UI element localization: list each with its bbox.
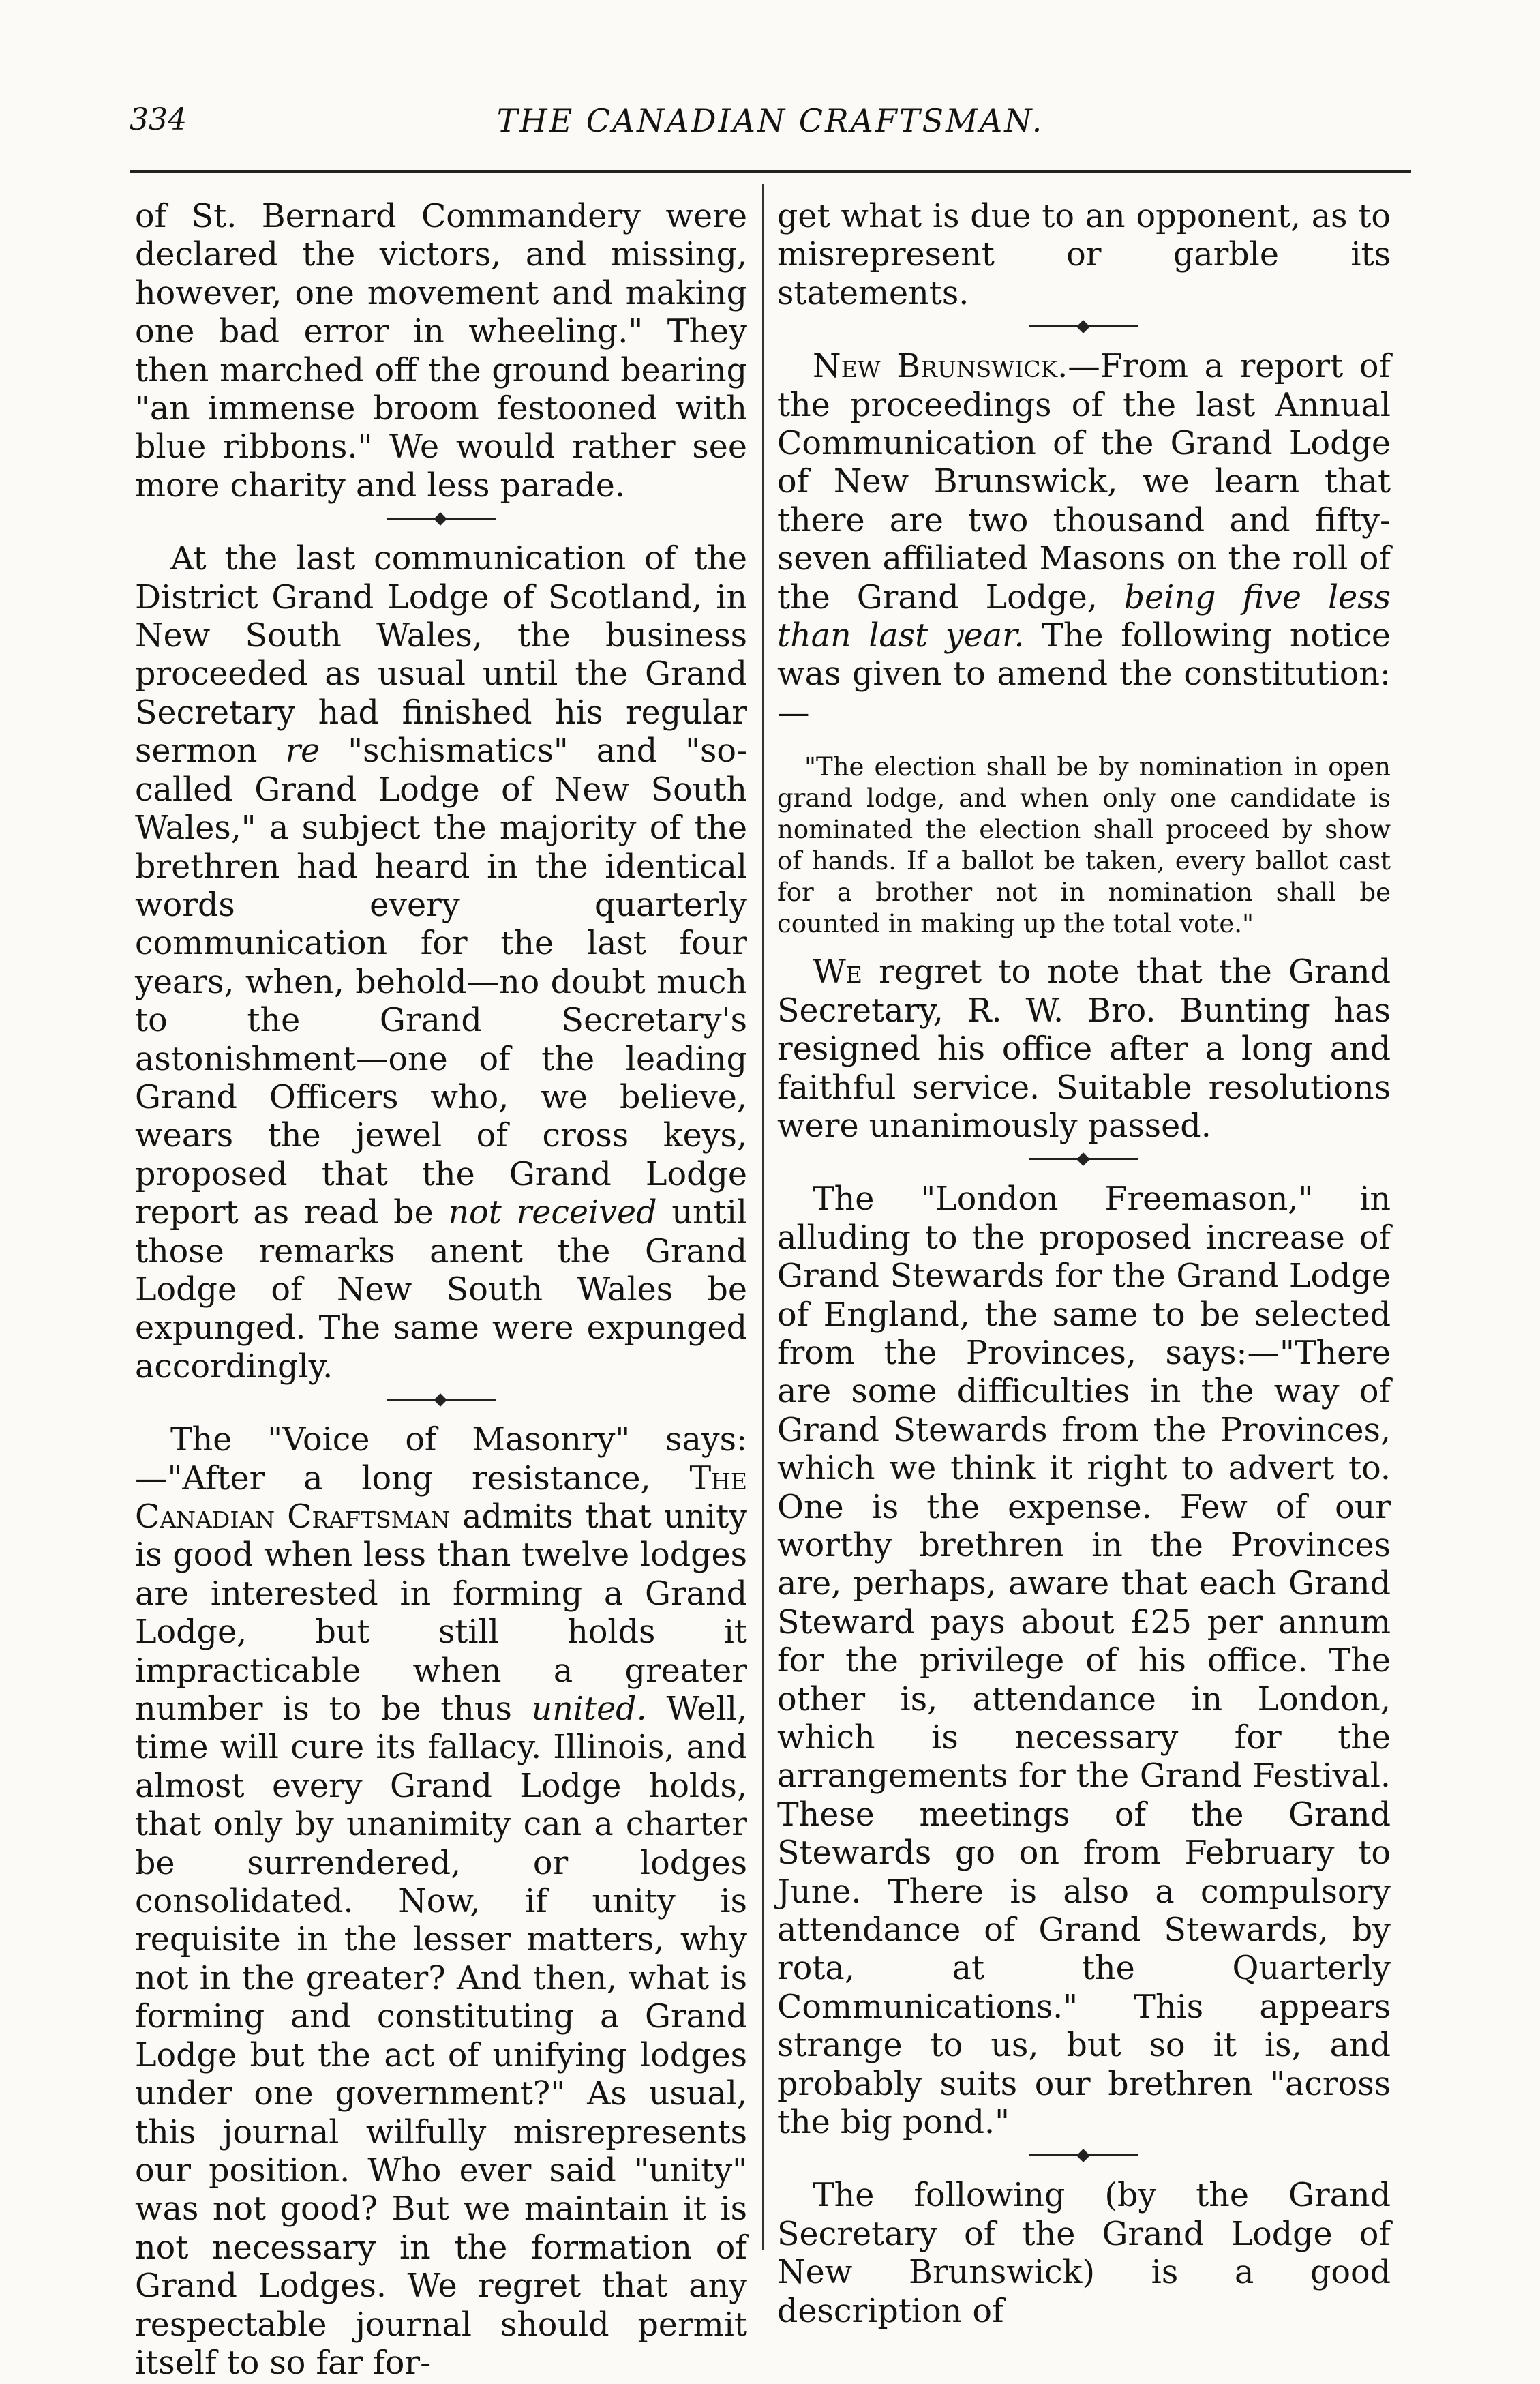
- block-quote: "The election shall be by nomination in open grand lodge, and when only one candidate is nominated the election shall proceed by show of hands. If a ballot be taken, every ballot cast for a brother not in nomination shall be counted in making up the total vote.": [777, 752, 1391, 939]
- paragraph-commandery: of St. Bernard Commandery were declared the victors, and missing, however, one movement and making one bad error in wheeling." They then marched off the ground bearing "an immense broom festooned with blue ribbons." We would rather see more charity and less parade.: [135, 198, 747, 505]
- column-divider: [762, 184, 764, 2250]
- section-separator: [387, 1399, 496, 1401]
- section-lead: We: [813, 953, 862, 992]
- paragraph-following: The following (by the Grand Secretary of the Grand Lodge of New Brunswick) is a good description of: [777, 2177, 1391, 2330]
- section-separator: [1029, 2154, 1138, 2156]
- page-number: 334: [130, 102, 187, 137]
- page-header: [130, 102, 1411, 157]
- journal-name: The Canadian Craftsman: [135, 1459, 747, 1536]
- header-rule: [130, 170, 1411, 173]
- paragraph-new-brunswick: New Brunswick.—From a report of the proceedings of the last Annual Communication of the Grand Lodge of New Brunswick, we learn that there are two thousand and fifty-seven affiliated Masons on the roll of the Grand Lodge, being five less than last year. The following notice was given to amend the constitution:—: [777, 348, 1391, 732]
- paragraph-district-grand-lodge: At the last communication of the District Grand Lodge of Scotland, in New South Wales, the business proceeded as usual until the Grand Secretary had finished his regular sermon re "schismatics" and "so-called Grand Lodge of New South Wales," a subject the majority of the brethren had heard in the identical words every quarterly communication for the last four years, when, behold—no doubt much to the Grand Secretary's astonishment—one of the leading Grand Officers who, we believe, wears the jewel of cross keys, proposed that the Grand Lodge report as read be not received until those remarks anent the Grand Lodge of New South Wales be expunged. The same were expunged accordingly.: [135, 540, 748, 1386]
- left-column: [135, 198, 747, 2383]
- paragraph-continuation: get what is due to an opponent, as to misrepresent or garble its statements.: [777, 198, 1391, 312]
- section-lead: New Brunswick.: [813, 348, 1068, 386]
- right-column: [777, 198, 1391, 2331]
- section-separator: [1029, 1158, 1138, 1160]
- section-separator: [1029, 325, 1138, 327]
- paragraph-london-freemason: The "London Freemason," in alluding to the proposed increase of Grand Stewards for the Grand Lodge of England, the same to be selected from the Provinces, says:—"There are some difficulties in the way of Grand Stewards from the Provinces, which we think it right to advert to. One is the expense. Few of our worthy brethren in the Provinces are, perhaps, aware that each Grand Steward pays about £25 per annum for the privilege of his office. The other is, attendance in London, which is necessary for the arrangements for the Grand Festival. These meetings of the Grand Stewards go on from February to June. There is also a compulsory attendance of Grand Stewards, by rota, at the Quarterly Communications." This appears strange to us, but so it is, and probably suits our brethren "across the big pond.": [777, 1180, 1391, 2142]
- running-title: THE CANADIAN CRAFTSMAN.: [496, 102, 1044, 139]
- section-separator: [387, 518, 496, 520]
- paragraph-voice-of-masonry: The "Voice of Masonry" says:—"After a long resistance, The Canadian Craftsman admits that unity is good when less than twelve lodges are interested in forming a Grand Lodge, but still holds it impracticable when a greater number is to be thus united. Well, time will cure its fallacy. Illinois, and almost every Grand Lodge holds, that only by unanimity can a charter be surrendered, or lodges consolidated. Now, if unity is requisite in the lesser matters, why not in the greater? And then, what is forming and constituting a Grand Lodge but the act of unifying lodges under one government?" As usual, this journal wilfully misrepresents our position. Who ever said "unity" was not good? But we maintain it is not necessary in the formation of Grand Lodges. We regret that any respectable journal should permit itself to so far for-: [135, 1421, 748, 2382]
- paragraph-grand-secretary-resigned: We regret to note that the Grand Secretary, R. W. Bro. Bunting has resigned his office after a long and faithful service. Suitable resolutions were unanimously passed.: [777, 953, 1391, 1145]
